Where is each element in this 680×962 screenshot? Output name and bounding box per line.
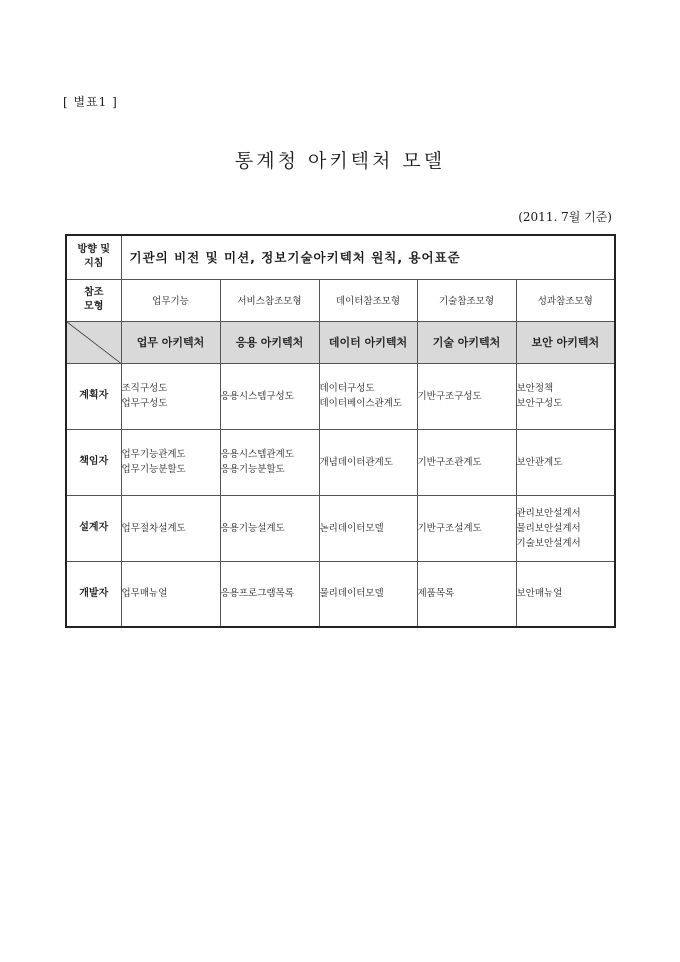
artifact-item: 조직구성도 bbox=[121, 383, 168, 394]
artifact-item: 보안관계도 bbox=[516, 456, 563, 468]
developer-security-cell bbox=[516, 561, 615, 627]
architecture-model-table bbox=[65, 234, 616, 628]
artifact-item: 업무매뉴얼 bbox=[121, 588, 168, 600]
document-title: 통계청 아키텍처 모델 bbox=[234, 150, 446, 172]
planner-data-cell bbox=[319, 363, 417, 429]
developer-row bbox=[66, 561, 615, 627]
artifact-item: 논리데이터모델 bbox=[319, 522, 384, 534]
planner-application-cell bbox=[220, 363, 319, 429]
reference-model-data: 데이터참조모형 bbox=[319, 279, 417, 321]
artifact-item: 제품목록 bbox=[417, 588, 455, 600]
architecture-data: 데이터 아키텍처 bbox=[319, 321, 417, 363]
vision-row bbox=[66, 235, 615, 279]
designer-application-cell bbox=[220, 495, 319, 561]
vision-label-line2: 지침 bbox=[84, 258, 104, 270]
owner-technology-cell bbox=[417, 429, 516, 495]
developer-technology-cell bbox=[417, 561, 516, 627]
artifact-item: 보안매뉴얼 bbox=[516, 588, 563, 600]
artifact-item: 물리데이터모델 bbox=[319, 588, 384, 600]
artifact-item: 물리보안설계서 bbox=[516, 522, 581, 534]
reference-model-performance: 성과참조모형 bbox=[516, 279, 615, 321]
planner-row bbox=[66, 363, 615, 429]
vision-label-line1: 방향 및 bbox=[77, 244, 110, 256]
vision-row-header bbox=[66, 235, 121, 279]
owner-row bbox=[66, 429, 615, 495]
diagonal-line bbox=[67, 322, 121, 363]
designer-row-header: 설계자 bbox=[66, 495, 121, 561]
owner-security-cell bbox=[516, 429, 615, 495]
designer-row bbox=[66, 495, 615, 561]
artifact-item: 개념데이터관계도 bbox=[319, 456, 393, 468]
artifact-item: 업무구성도 bbox=[121, 398, 168, 409]
owner-application-cell bbox=[220, 429, 319, 495]
owner-data-cell bbox=[319, 429, 417, 495]
architecture-security: 보안 아키텍처 bbox=[516, 321, 615, 363]
designer-data-cell bbox=[319, 495, 417, 561]
artifact-item: 기반구조관계도 bbox=[417, 456, 482, 468]
owner-business-cell bbox=[121, 429, 220, 495]
architecture-header-row bbox=[66, 321, 615, 363]
artifact-item: 관리보안설계서 bbox=[516, 507, 581, 519]
developer-application-cell bbox=[220, 561, 319, 627]
artifact-item: 업무기능관계도 bbox=[121, 449, 186, 460]
architecture-business: 업무 아키텍처 bbox=[121, 321, 220, 363]
reference-row-header bbox=[66, 279, 121, 321]
planner-technology-cell bbox=[417, 363, 516, 429]
designer-security-cell bbox=[516, 495, 615, 561]
artifact-item: 응용기능설계도 bbox=[220, 522, 285, 534]
architecture-technology: 기술 아키텍처 bbox=[417, 321, 516, 363]
artifact-item: 기반구조구성도 bbox=[417, 390, 482, 402]
developer-row-header: 개발자 bbox=[66, 561, 121, 627]
artifact-item: 응용프로그램목록 bbox=[220, 588, 294, 600]
reference-date: (2011. 7월 기준) bbox=[518, 210, 612, 224]
developer-business-cell bbox=[121, 561, 220, 627]
vision-text: 기관의 비전 및 미션, 정보기술아키텍처 원칙, 용어표준 bbox=[121, 235, 615, 279]
reference-row bbox=[66, 279, 615, 321]
architecture-application: 응용 아키텍처 bbox=[220, 321, 319, 363]
developer-data-cell bbox=[319, 561, 417, 627]
designer-technology-cell bbox=[417, 495, 516, 561]
artifact-item: 응용기능분할도 bbox=[220, 464, 285, 475]
annex-label: [ 별표1 ] bbox=[63, 95, 118, 109]
diagonal-corner-cell bbox=[66, 321, 121, 363]
reference-model-technology: 기술참조모형 bbox=[417, 279, 516, 321]
artifact-item: 데이터구성도 bbox=[319, 383, 375, 394]
artifact-item: 업무절차설계도 bbox=[121, 522, 186, 534]
reference-label-line2: 모형 bbox=[84, 301, 104, 312]
reference-model-service: 서비스참조모형 bbox=[220, 279, 319, 321]
artifact-item: 기술보안설계서 bbox=[516, 537, 581, 549]
artifact-item: 데이터베이스관계도 bbox=[319, 398, 403, 409]
reference-label-line1: 참조 bbox=[84, 287, 104, 298]
owner-row-header: 책임자 bbox=[66, 429, 121, 495]
artifact-item: 업무기능분할도 bbox=[121, 464, 186, 475]
artifact-item: 기반구조설계도 bbox=[417, 522, 482, 534]
planner-security-cell bbox=[516, 363, 615, 429]
artifact-item: 보안구성도 bbox=[516, 398, 563, 409]
artifact-item: 보안정책 bbox=[516, 383, 554, 394]
artifact-item: 응용시스템구성도 bbox=[220, 390, 294, 402]
artifact-item: 응용시스템관계도 bbox=[220, 449, 294, 460]
reference-model-business: 업무기능 bbox=[121, 279, 220, 321]
designer-business-cell bbox=[121, 495, 220, 561]
planner-row-header: 계획자 bbox=[66, 363, 121, 429]
planner-business-cell bbox=[121, 363, 220, 429]
